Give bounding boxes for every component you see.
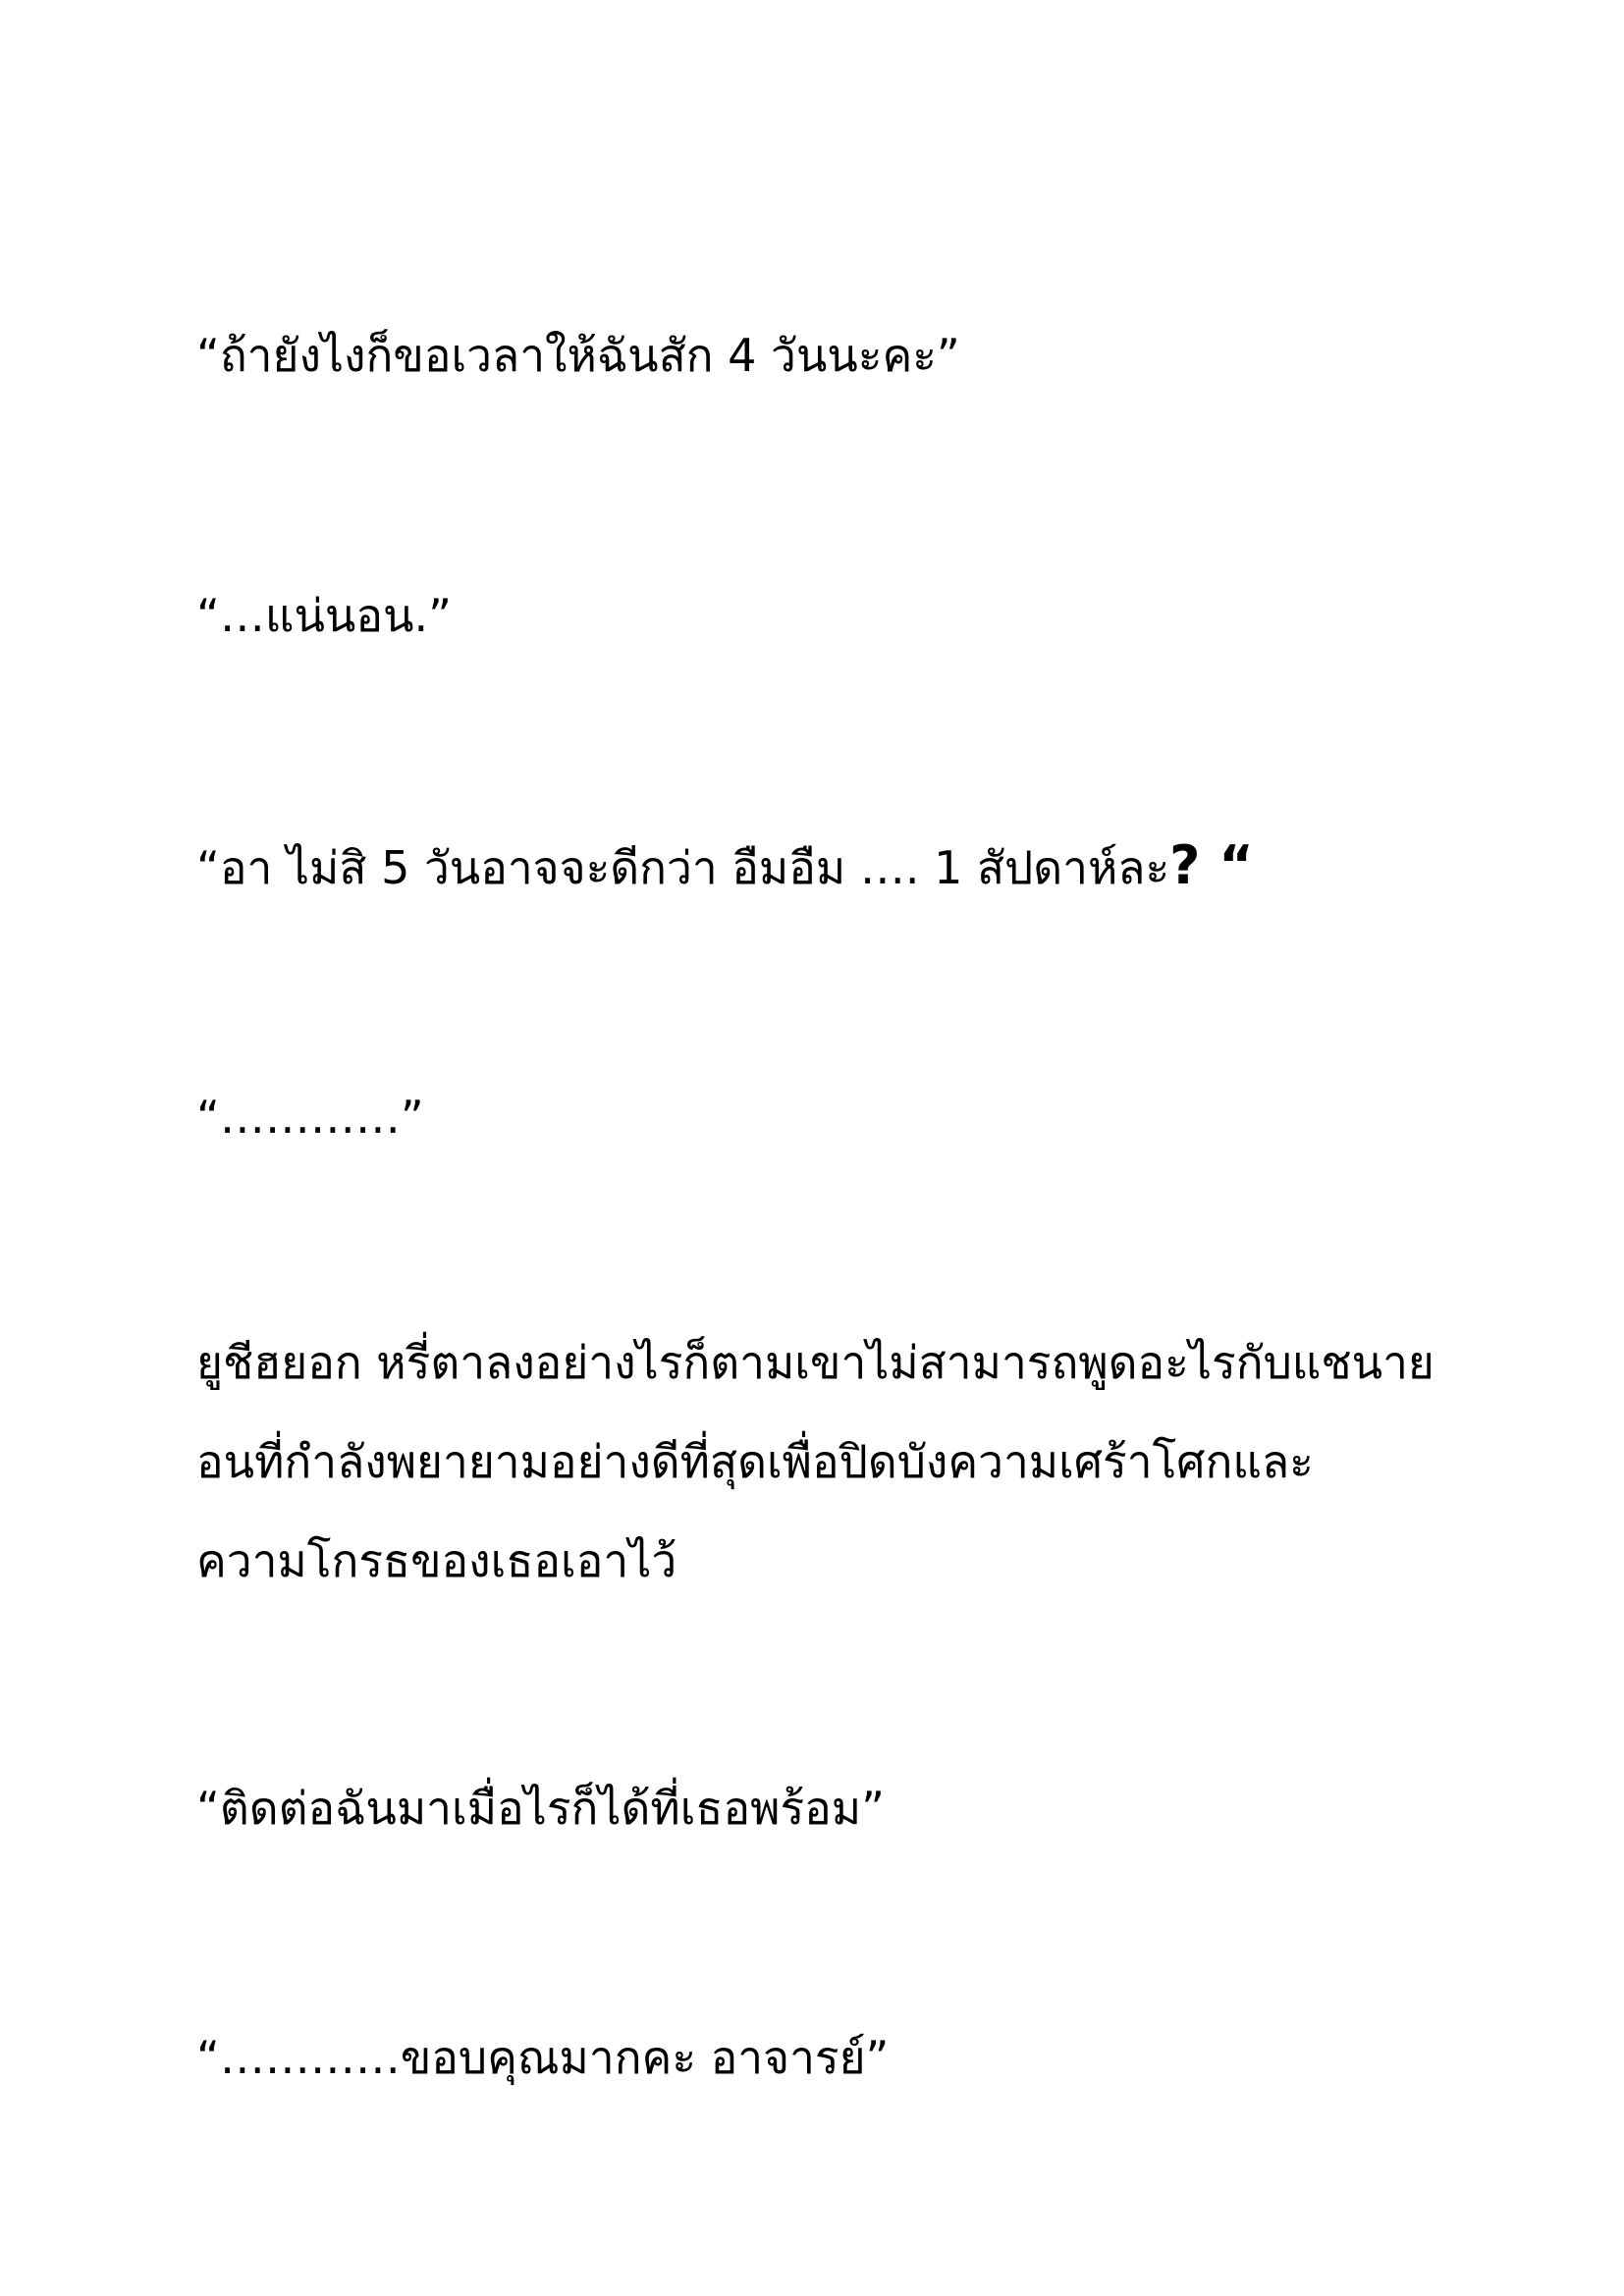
narration-line-2: อนที่กำลังพยายามอย่างดีที่สุดเพื่อปิดบังความเศร้าโศกและ [196,1435,1314,1488]
dialogue-line-silence: “…………” [196,1091,424,1144]
dialogue-line-one-week-text: “อา ไม่สิ 5 วันอาจจะดีกว่า อืมอืม …. 1 สัปดาห์ละ [196,841,1170,894]
narration-line-3: ความโกรธของเธอเอาไว้ [196,1534,677,1587]
dialogue-line-one-week-question: ? “ [1169,834,1254,896]
dialogue-line-request-time: “ถ้ายังไงก็ขอเวลาให้ฉันสัก 4 วันนะคะ” [196,329,960,382]
dialogue-line-of-course: “…แน่นอน.” [196,589,452,642]
dialogue-line-one-week [196,836,1254,897]
dialogue-line-contact-me: “ติดต่อฉันมาเมื่อไรก็ได้ที่เธอพร้อม” [196,1782,885,1835]
narration-line-1: ยูชีฮยอก หรี่ตาลงอย่างไรก็ตามเขาไม่สามารถพูดอะไรกับแชนาย [196,1336,1435,1389]
dialogue-line-thank-you: “…………ขอบคุณมากคะ อาจารย์” [196,2031,890,2084]
